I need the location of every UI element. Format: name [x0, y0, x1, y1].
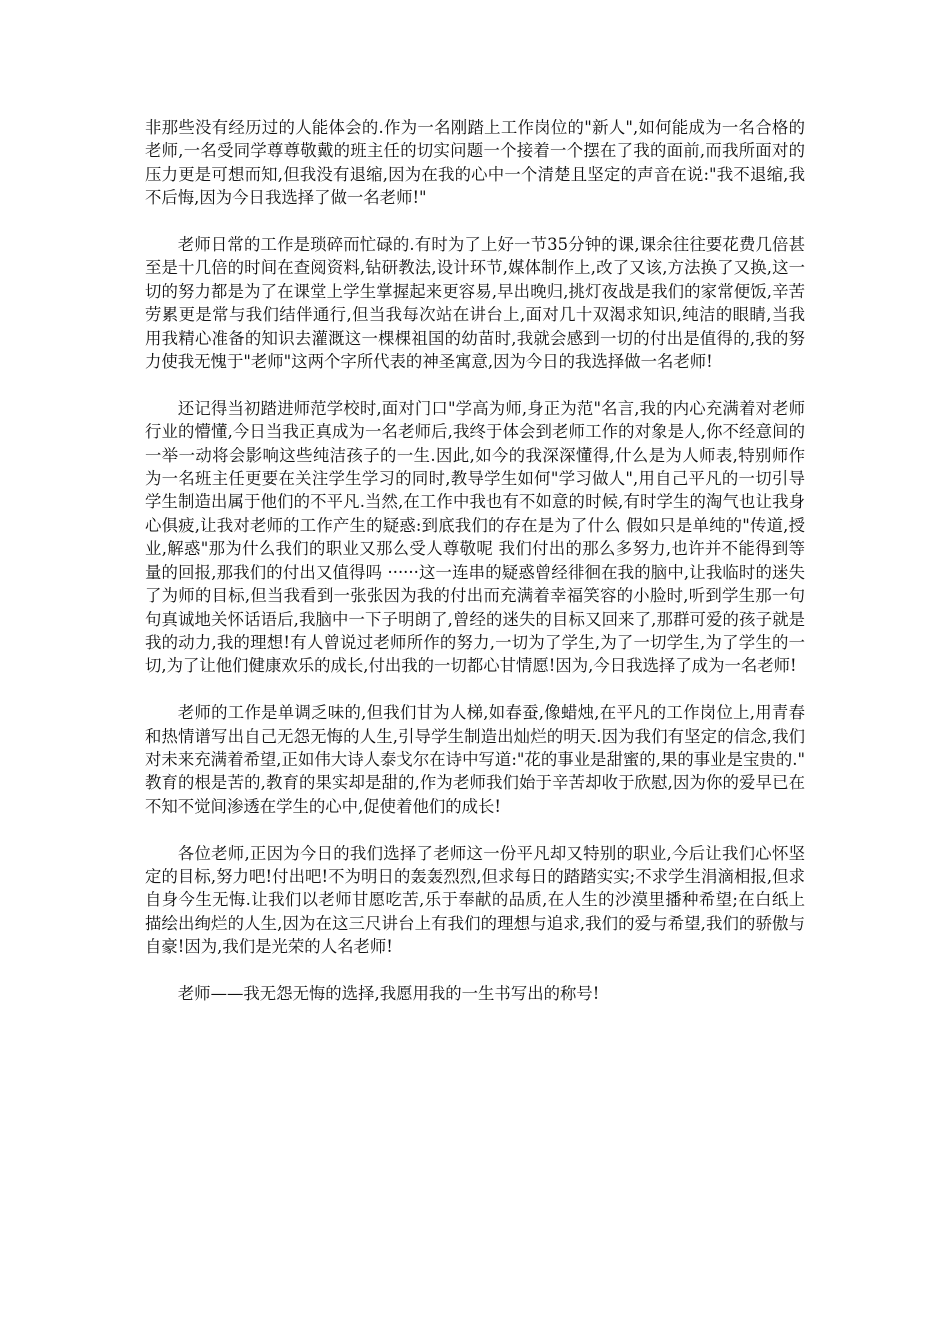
paragraph-5: 各位老师,正因为今日的我们选择了老师这一份平凡却又特别的职业,今后让我们心怀坚定的目标,努力吧!付出吧!不为明日的轰轰烈烈,但求每日的踏踏实实;不求学生涓滴相报,但求自身今生无悔.让我们以老师甘愿吃苦,乐于奉献的品质,在人生的沙漠里播种希望;在白纸上描绘出绚烂的人生,因为在这三尺讲台上有我们的理想与追求,我们的爱与希望,我们的骄傲与自豪!因为,我们是光荣的人名老师! — [145, 843, 805, 957]
document-body — [145, 116, 805, 1029]
paragraph-6: 老师——我无怨无悔的选择,我愿用我的一生书写出的称号! — [177, 983, 600, 1003]
paragraph-3: 还记得当初踏进师范学校时,面对门口"学高为师,身正为范"名言,我的内心充满着对老师行业的懵懂,今日当我正真成为一名老师后,我终于体会到老师工作的对象是人,你不经意间的一举一动将会影响这些纯洁孩子的一生.因此,如今的我深深懂得,什么是为人师表,特别师作为一名班主任更要在关注学生学习的同时,教导学生如何"学习做人",用自己平凡的一切引导学生制造出属于他们的不平凡.当然,在工作中我也有不如意的时候,有时学生的淘气也让我身心俱疲,让我对老师的工作产生的疑惑:到底我们的存在是为了什么 假如只是单纯的"传道,授业,解惑"那为什么我们的职业又那么受人尊敬呢 我们付出的那么多努力,也许并不能得到等量的回报,那我们的付出又值得吗 ······这一连串的疑惑曾经徘徊在我的脑中,让我临时的迷失了为师的目标,但当我看到一张张因为我的付出而充满着幸福笑容的小脸时,听到学生那一句句真诚地关怀话语后,我脑中一下子明朗了,曾经的迷失的目标又回来了,那群可爱的孩子就是我的动力,我的理想!有人曾说过老师所作的努力,一切为了学生,为了一切学生,为了学生的一切,为了让他们健康欢乐的成长,付出我的一切都心甘情愿!因为,今日我选择了成为一名老师! — [145, 398, 805, 676]
paragraph-4: 老师的工作是单调乏味的,但我们甘为人梯,如春蚕,像蜡烛,在平凡的工作岗位上,用青春和热情谱写出自己无怨无悔的人生,引导学生制造出灿烂的明天.因为我们有坚定的信念,我们对未来充满着希望,正如伟大诗人泰戈尔在诗中写道:"花的事业是甜蜜的,果的事业是宝贵的."教育的根是苦的,教育的果实却是甜的,作为老师我们始于辛苦却收于欣慰,因为你的爱早已在不知不觉间渗透在学生的心中,促使着他们的成长! — [145, 703, 805, 816]
paragraph-1: 非那些没有经历过的人能体会的.作为一名刚踏上工作岗位的"新人",如何能成为一名合格的老师,一名受同学尊尊敬戴的班主任的切实问题一个接着一个摆在了我的面前,而我所面对的压力更是可想而知,但我没有退缩,因为在我的心中一个清楚且坚定的声音在说:"我不退缩,我不后悔,因为今日我选择了做一名老师!" — [145, 118, 805, 208]
paragraph-2: 老师日常的工作是琐碎而忙碌的.有时为了上好一节35分钟的课,课余往往要花费几倍甚至是十几倍的时间在查阅资料,钻研教法,设计环节,媒体制作上,改了又该,方法换了又换,这一切的努力都是为了在课堂上学生掌握起来更容易,早出晚归,挑灯夜战是我们的家常便饭,辛苦劳累更是常与我们结伴通行,但当我每次站在讲台上,面对几十双渴求知识,纯洁的眼睛,当我用我精心准备的知识去灌溉这一棵棵祖国的幼苗时,我就会感到一切的付出是值得的,我的努力使我无愧于"老师"这两个字所代表的神圣寓意,因为今日的我选择做一名老师! — [145, 235, 805, 372]
